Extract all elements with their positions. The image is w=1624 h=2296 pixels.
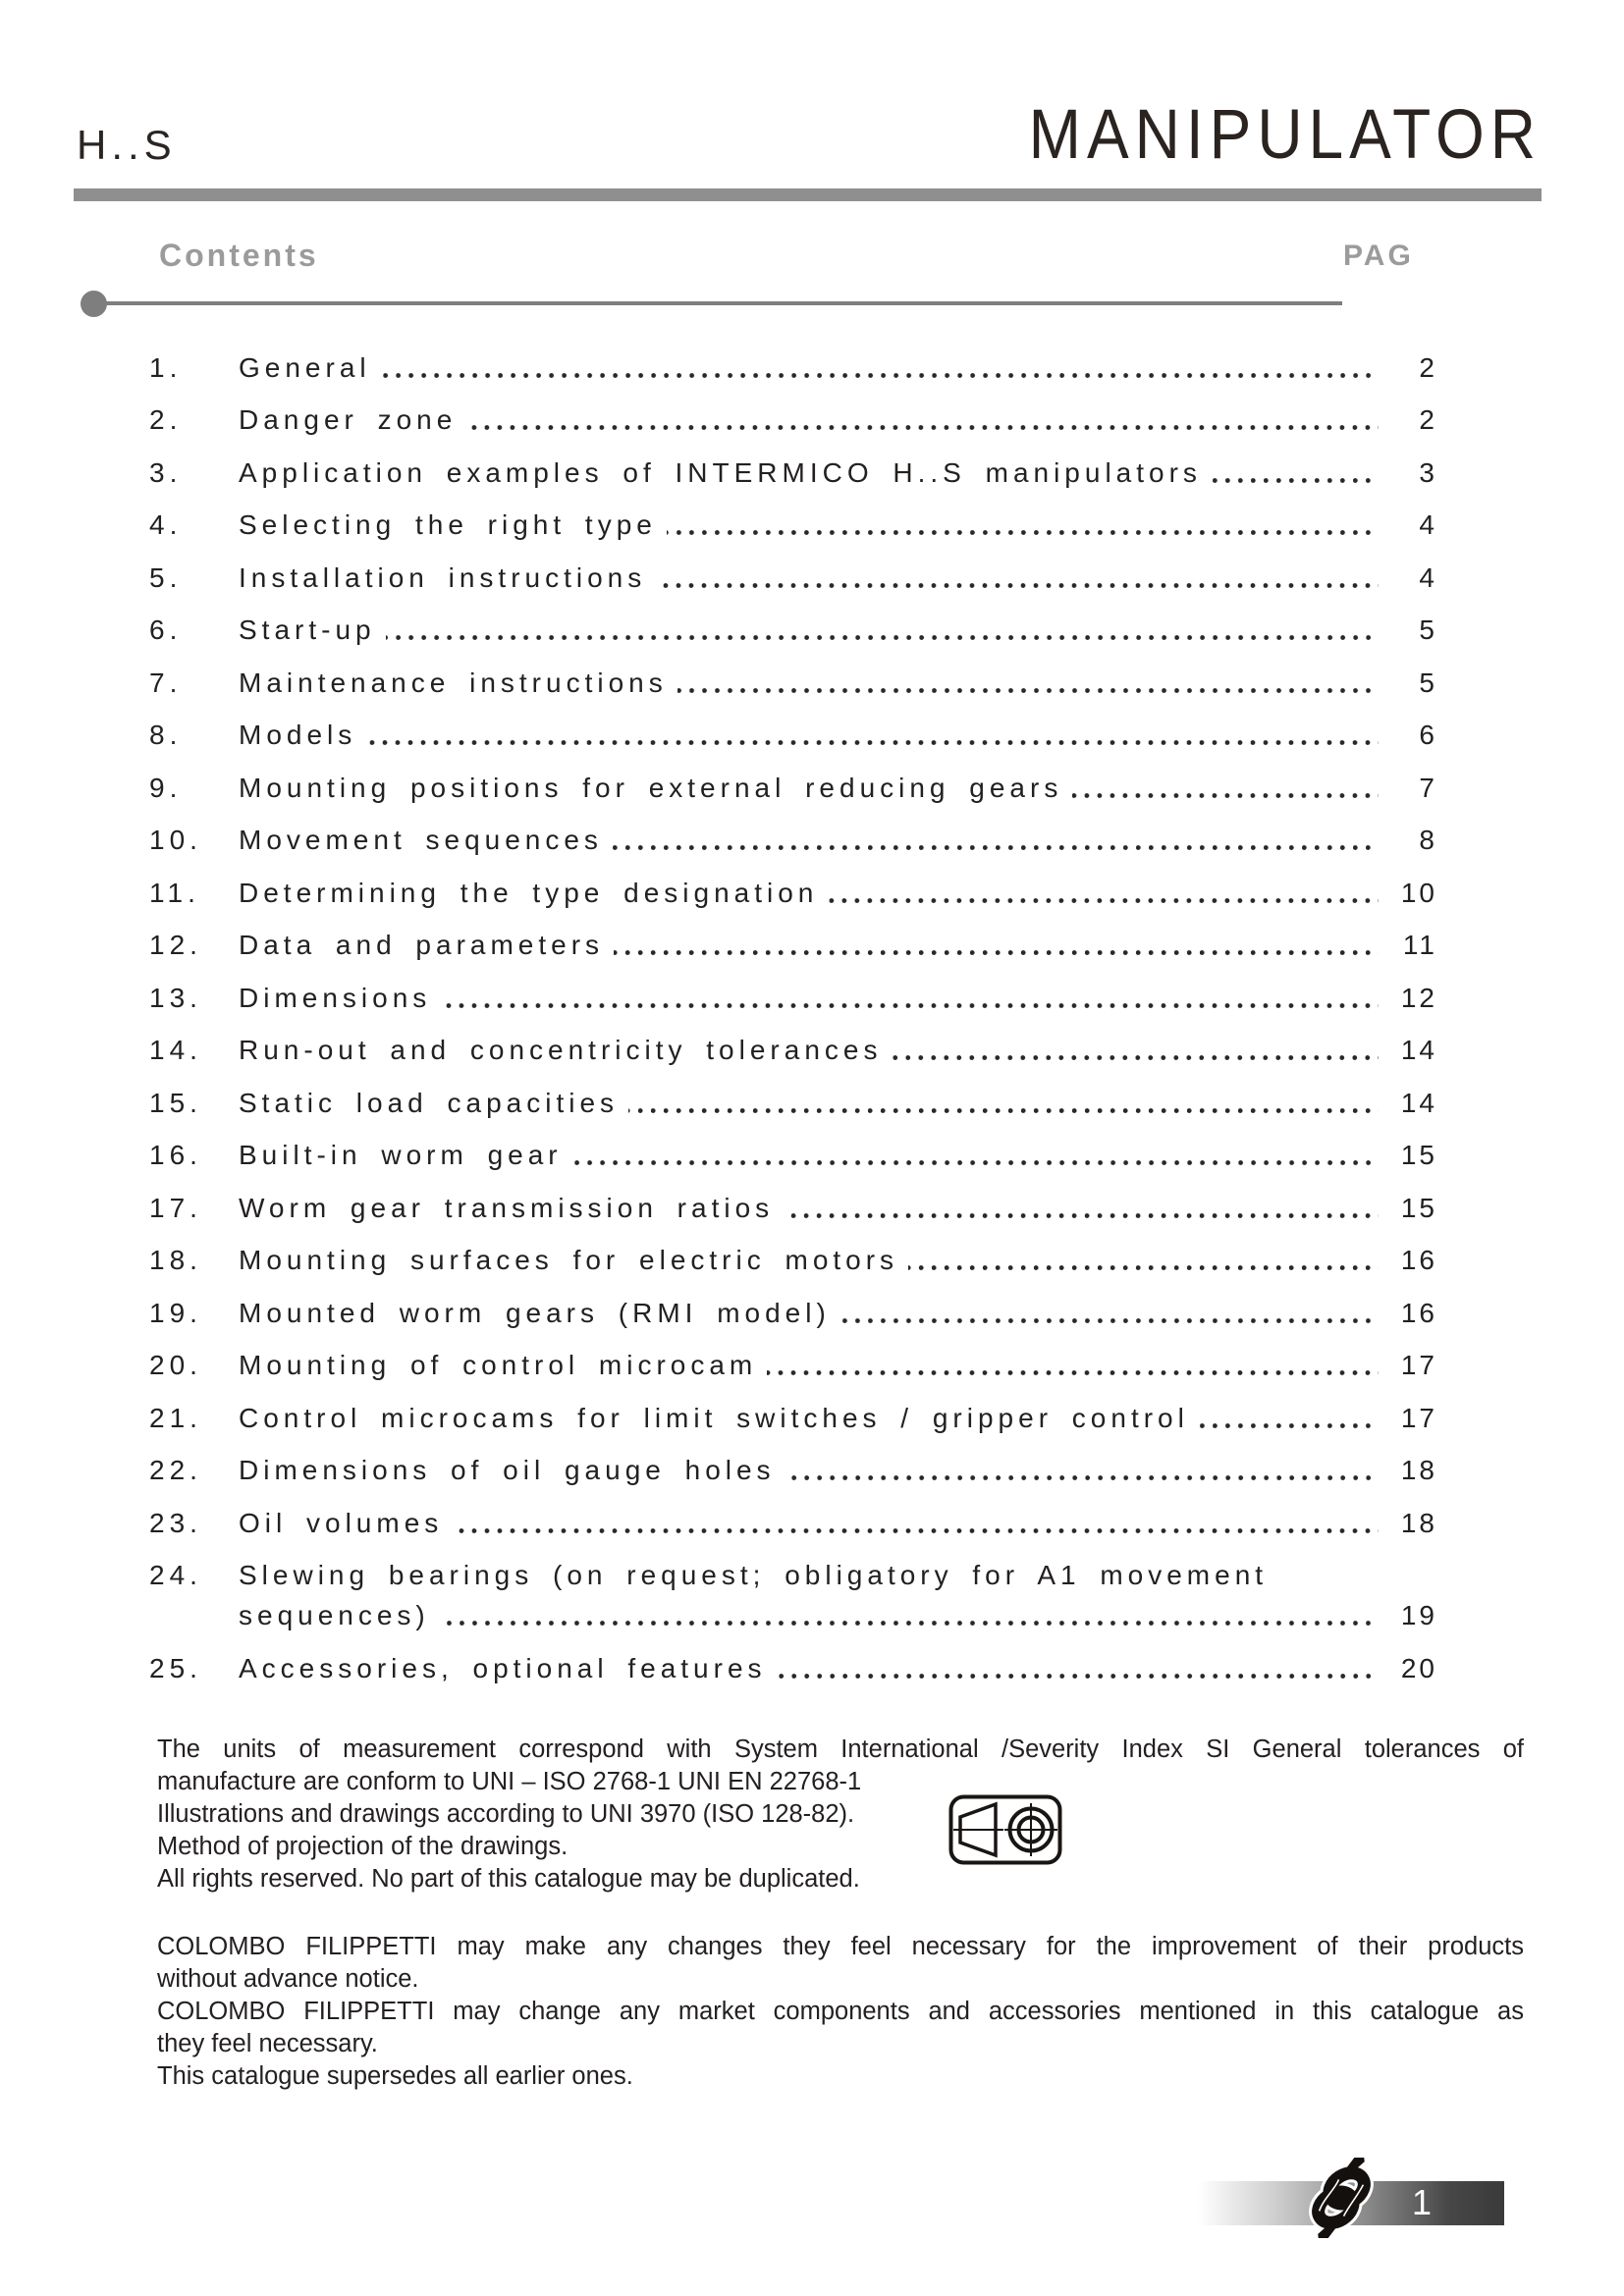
toc-row [149,645,1437,698]
toc-title: Mounting of control microcam [239,1350,758,1380]
toc-number: 11. [149,877,200,908]
toc-title: Worm gear transmission ratios [239,1192,775,1223]
footer-page-number: 1 [1411,2182,1433,2222]
toc-page-number: 2 [1419,404,1437,435]
contents-heading: Contents [159,238,319,273]
toc-page-number: 16 [1400,1245,1437,1275]
page-title-model-code: H..S [77,122,177,168]
toc-page-number: 17 [1400,1402,1437,1433]
toc-leader-dots [784,1212,1379,1220]
toc-row [149,1118,1437,1171]
toc-title: Accessories, optional features [239,1652,767,1683]
toc-number: 16. [149,1140,202,1170]
toc-title: Control microcams for limit switches / gripper control [239,1402,1189,1433]
toc-row [149,1538,1437,1591]
notes-section [157,1734,1524,2093]
toc-page-number: 8 [1419,825,1437,855]
toc-page-number: 4 [1419,561,1437,593]
toc-leader-dots [767,1369,1379,1377]
toc-page-number: 19 [1400,1600,1437,1630]
toc-page-number: 5 [1419,667,1437,698]
toc-row [149,593,1437,646]
note-line: manufacture are conform to UNI – ISO 2768-1 UNI EN 22768-1 [157,1768,862,1795]
toc-leader-dots [777,1673,1379,1681]
toc-title: Mounted worm gears (RMI model) [239,1297,831,1328]
toc-row [149,1170,1437,1223]
toc-title: Danger zone [239,404,458,435]
toc-page-number: 15 [1400,1140,1437,1170]
toc-row [149,960,1437,1013]
note-line: The units of measurement correspond with System International /Severity Index SI General tolerances of [157,1735,1524,1763]
toc-leader-dots [908,1264,1379,1272]
toc-number: 5. [149,561,183,593]
note-line: This catalogue supersedes all earlier ones. [157,2062,633,2090]
note-line: COLOMBO FILIPPETTI may change any market components and accessories mentioned in this catalogue as [157,1998,1524,2025]
toc-title: Selecting the right type [239,509,657,540]
toc-title: Slewing bearings (on request; obligatory for A1 movement [239,1560,1269,1590]
toc-row [149,698,1437,751]
toc-row [149,330,1437,383]
toc-page-number: 16 [1400,1297,1437,1328]
page-column-label: PAG [1343,240,1414,272]
toc-number: 3. [149,456,183,488]
toc-number: 25. [149,1652,202,1683]
note-line: COLOMBO FILIPPETTI may make any changes they feel necessary for the improvement of their products [157,1933,1524,1960]
toc-number: 13. [149,982,202,1013]
toc-number: 6. [149,614,183,645]
toc-page-number: 5 [1419,614,1437,645]
toc-number: 2. [149,404,183,435]
toc-row [149,540,1437,593]
toc-leader-dots [828,897,1379,905]
toc-title: Start-up [239,614,376,645]
toc-title: Mounting surfaces for electric motors [239,1245,899,1275]
toc-row [149,435,1437,488]
toc-page-number: 14 [1400,1087,1437,1118]
toc-number: 19. [149,1297,202,1328]
toc-title: Dimensions of oil gauge holes [239,1455,776,1485]
toc-title: Static load capacities [239,1087,620,1118]
toc-leader-dots [785,1474,1379,1482]
toc-number: 23. [149,1507,202,1538]
toc-leader-dots [453,1527,1379,1535]
toc-row-continuation [149,1590,1437,1630]
toc-number: 7. [149,667,183,698]
toc-leader-dots [1072,792,1379,800]
header-divider-bar [74,188,1542,201]
toc-row [149,1328,1437,1381]
toc-title: Data and parameters [239,930,605,960]
toc-leader-dots [677,687,1379,695]
toc-title: Oil volumes [239,1507,444,1538]
toc-row [149,383,1437,436]
toc-leader-dots [1212,477,1379,485]
toc-leader-dots [440,1620,1379,1628]
contents-rule [93,301,1342,305]
toc-number: 4. [149,509,183,540]
toc-number: 14. [149,1035,202,1065]
toc-leader-dots [381,372,1379,380]
toc-page-number: 18 [1400,1455,1437,1485]
toc-row [149,1630,1437,1683]
toc-title: General [239,351,371,383]
toc-title: Installation instructions [239,561,647,593]
toc-leader-dots [667,529,1379,537]
toc-row [149,488,1437,541]
toc-title: Maintenance instructions [239,667,668,698]
toc-number: 20. [149,1350,202,1380]
toc-list [149,330,1437,1683]
toc-leader-dots [656,582,1379,590]
toc-leader-dots [614,949,1379,957]
toc-title: Determining the type designation [239,877,819,908]
toc-page-number: 17 [1400,1350,1437,1380]
toc-page-number: 4 [1419,509,1437,540]
toc-row [149,908,1437,961]
toc-number: 17. [149,1192,202,1223]
toc-title: Application examples of INTERMICO H..S manipulators [239,456,1202,488]
toc-row [149,1275,1437,1328]
note-line: they feel necessary. [157,2030,378,2057]
toc-page-number: 14 [1400,1035,1437,1065]
toc-page-number: 3 [1419,456,1437,488]
toc-page-number: 2 [1419,351,1437,383]
toc-page-number: 15 [1400,1192,1437,1223]
toc-row [149,1433,1437,1486]
toc-leader-dots [386,634,1379,642]
toc-number: 12. [149,930,202,960]
toc-number: 9. [149,772,183,803]
toc-leader-dots [613,844,1379,852]
note-line: without advance notice. [157,1965,419,1993]
note-line: All rights reserved. No part of this catalogue may be duplicated. [157,1865,860,1893]
toc-number: 24. [149,1560,202,1590]
first-angle-projection-icon [948,1794,1062,1865]
notes-paragraph-1 [157,1734,1524,1896]
toc-row [149,855,1437,908]
toc-number: 21. [149,1402,202,1433]
toc-row [149,750,1437,803]
toc-title: Run-out and concentricity tolerances [239,1035,883,1065]
toc-number: 1. [149,351,183,383]
toc-leader-dots [628,1107,1379,1115]
toc-number: 18. [149,1245,202,1275]
notes-paragraph-2 [157,1931,1524,2093]
knot-logo-icon [1290,2158,1392,2238]
toc-leader-dots [441,1002,1379,1010]
toc-title: Built-in worm gear [239,1140,563,1170]
toc-leader-dots [1199,1422,1379,1430]
toc-page-number: 20 [1400,1652,1437,1683]
toc-title: Dimensions [239,982,432,1013]
toc-leader-dots [840,1317,1379,1325]
toc-title: sequences) [239,1600,430,1630]
toc-row [149,1485,1437,1538]
toc-page-number: 11 [1402,930,1437,960]
toc-number: 22. [149,1455,202,1485]
brand-title: MANIPULATOR [1028,94,1542,174]
toc-title: Models [239,720,357,750]
note-line: Illustrations and drawings according to UNI 3970 (ISO 128-82). [157,1800,855,1828]
toc-page-number: 18 [1400,1507,1437,1538]
toc-number: 15. [149,1087,202,1118]
toc-row [149,1013,1437,1066]
toc-leader-dots [572,1159,1379,1167]
toc-page-number: 12 [1400,982,1437,1013]
toc-row [149,803,1437,856]
toc-page-number: 10 [1400,877,1437,908]
toc-title: Movement sequences [239,825,603,855]
toc-title: Mounting positions for external reducing gears [239,772,1063,803]
toc-leader-dots [892,1054,1379,1062]
toc-leader-dots [466,424,1379,432]
toc-page-number: 6 [1419,720,1437,750]
toc-row [149,1065,1437,1118]
toc-number: 10. [149,825,202,855]
toc-leader-dots [366,739,1379,747]
note-line: Method of projection of the drawings. [157,1833,568,1860]
toc-row [149,1223,1437,1276]
toc-row [149,1380,1437,1433]
toc-page-number: 7 [1419,772,1437,803]
toc-number: 8. [149,720,183,750]
